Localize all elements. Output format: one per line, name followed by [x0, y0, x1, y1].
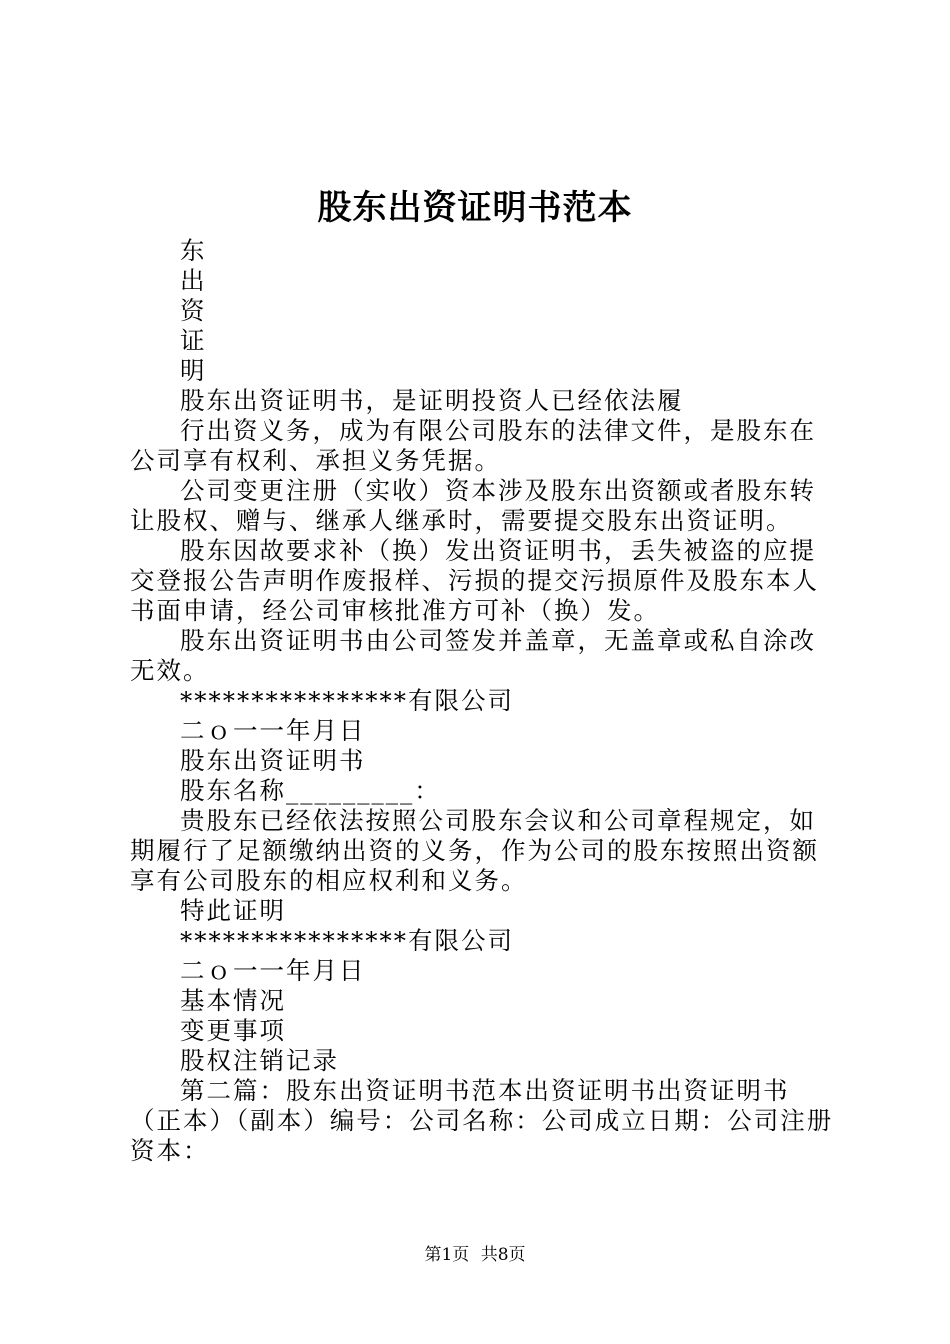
document-body: [130, 236, 835, 1166]
document-title: 股东出资证明书范本: [317, 188, 633, 228]
paragraph-5: 贵股东已经依法按照公司股东会议和公司章程规定，如期履行了足额缴纳出资的义务，作为公司的股东按照出资额享有公司股东的相应权利和义务。: [130, 806, 819, 895]
vertical-char: 东: [180, 236, 207, 265]
certificate-title: 股东出资证明书: [180, 746, 366, 775]
vertical-char: 资: [180, 296, 207, 325]
paragraph-1: 行出资义务，成为有限公司股东的法律文件，是股东在公司享有权利、承担义务凭据。: [130, 416, 816, 475]
page-number: 第1页: [424, 1245, 470, 1265]
paragraph-3: 股东因故要求补（换）发出资证明书，丢失被盗的应提交登报公告声明作废报样、污损的提交污损原件及股东本人书面申请，经公司审核批准方可补（换）发。: [130, 536, 819, 625]
intro-line: 股东出资证明书，是证明投资人已经依法履: [180, 386, 684, 415]
vertical-char: 出: [180, 266, 207, 295]
vertical-char: 明: [180, 356, 207, 385]
paragraph-6: 第二篇：股东出资证明书范本出资证明书出资证明书（正本）（副本）编号：公司名称：公司成立日期：公司注册资本：: [130, 1076, 834, 1165]
company-name-line: ****************有限公司: [180, 686, 514, 715]
shareholder-name-line: 股东名称_________：: [180, 776, 441, 805]
paragraph-4: 股东出资证明书由公司签发并盖章，无盖章或私自涂改无效。: [130, 626, 816, 685]
special-proof-line: 特此证明: [180, 896, 286, 925]
basic-info-heading: 基本情况: [180, 986, 286, 1015]
company-name-line: ****************有限公司: [180, 926, 514, 955]
vertical-char: 证: [180, 326, 207, 355]
paragraph-2: 公司变更注册（实收）资本涉及股东出资额或者股东转让股权、赠与、继承人继承时，需要提交股东出资证明。: [130, 476, 816, 535]
date-line: 二ｏ一一年月日: [180, 716, 366, 745]
change-items-heading: 变更事项: [180, 1016, 286, 1045]
page-total: 共8页: [480, 1245, 526, 1265]
equity-cancel-heading: 股权注销记录: [180, 1046, 339, 1075]
date-line: 二ｏ一一年月日: [180, 956, 366, 985]
page-footer: [0, 1244, 950, 1266]
